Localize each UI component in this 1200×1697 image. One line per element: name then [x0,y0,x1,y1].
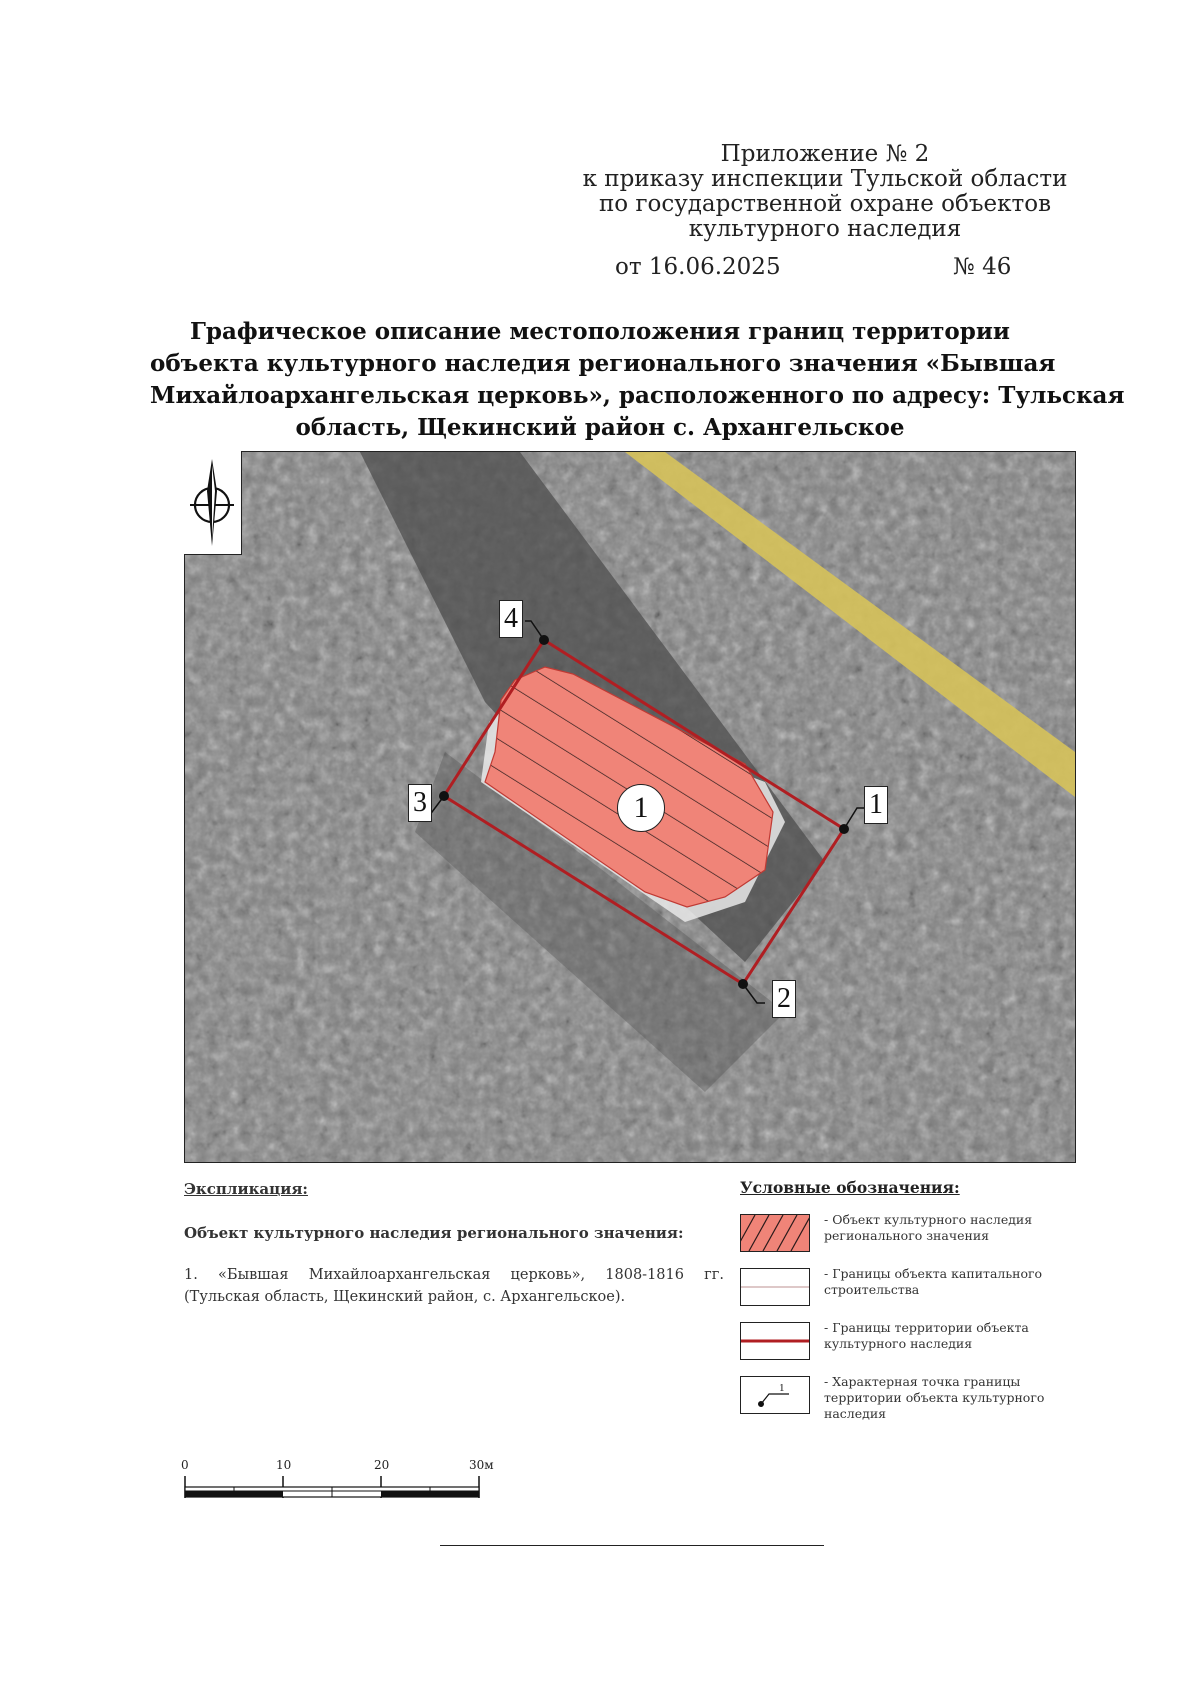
appendix-block [560,142,1090,242]
north-arrow-icon [184,451,241,554]
legend-swatch-point [740,1376,810,1414]
title-line-1: Графическое описание местоположения границ территории [190,318,1010,345]
legend-swatch-building [740,1268,810,1306]
legend-row-building [740,1268,1080,1308]
legend-row-territory [740,1322,1080,1362]
title-line-3: Михайлоархангельская церковь», расположенного по адресу: Тульская [150,382,1125,409]
title-line-2: объекта культурного наследия регионального значения «Бывшая [150,350,1056,377]
point-label-4: 4 [499,600,523,638]
point-label-2: 2 [772,980,796,1018]
scale-label-20: 20 [374,1458,390,1472]
object-number-marker: 1 [617,784,665,832]
scale-bar [181,1458,494,1502]
legend-swatch-object [740,1214,810,1252]
legend-text-territory: - Границы территории объекта культурного наследия [824,1320,1029,1351]
appendix-line-4: культурного наследия [688,216,962,242]
appendix-line-2: к приказу инспекции Тульской области [582,166,1068,192]
order-date: от 16.06.2025 [615,254,781,280]
legend-swatch-territory [740,1322,810,1360]
north-arrow-box [184,451,242,555]
scale-label-10: 10 [276,1458,292,1472]
order-number: № 46 [953,254,1012,280]
point-label-1: 1 [864,786,888,824]
appendix-line-1: Приложение № 2 [720,141,930,167]
scale-label-30: 30м [469,1458,494,1472]
title-line-4: область, Щекинский район с. Архангельское [295,414,905,441]
legend-heading: Условные обозначения: [740,1178,960,1197]
bottom-rule [440,1545,824,1546]
point-label-3: 3 [408,784,432,822]
explication-heading: Экспликация: [184,1180,308,1198]
legend-text-building: - Границы объекта капитального строительства [824,1266,1043,1297]
legend-point-sample-label: 1 [779,1382,785,1394]
explication-item: 1. «Бывшая Михайлоархангельская церковь», 1808-1816 гг. (Тульская область, Щекинский район, с. Архангельское). [184,1267,724,1305]
legend-row-point [740,1374,1080,1421]
scale-graphic [184,1476,484,1500]
appendix-line-3: по государственной охране объектов [598,191,1052,217]
legend-row-object [740,1214,1080,1254]
legend-text-object: - Объект культурного наследия регионального значения [824,1212,1033,1243]
explication-subheading: Объект культурного наследия регионального значения: [184,1224,684,1242]
legend-text-point: - Характерная точка границы территории объекта культурного наследия [824,1374,1045,1421]
scale-label-0: 0 [181,1458,189,1472]
document-title [150,316,1125,444]
